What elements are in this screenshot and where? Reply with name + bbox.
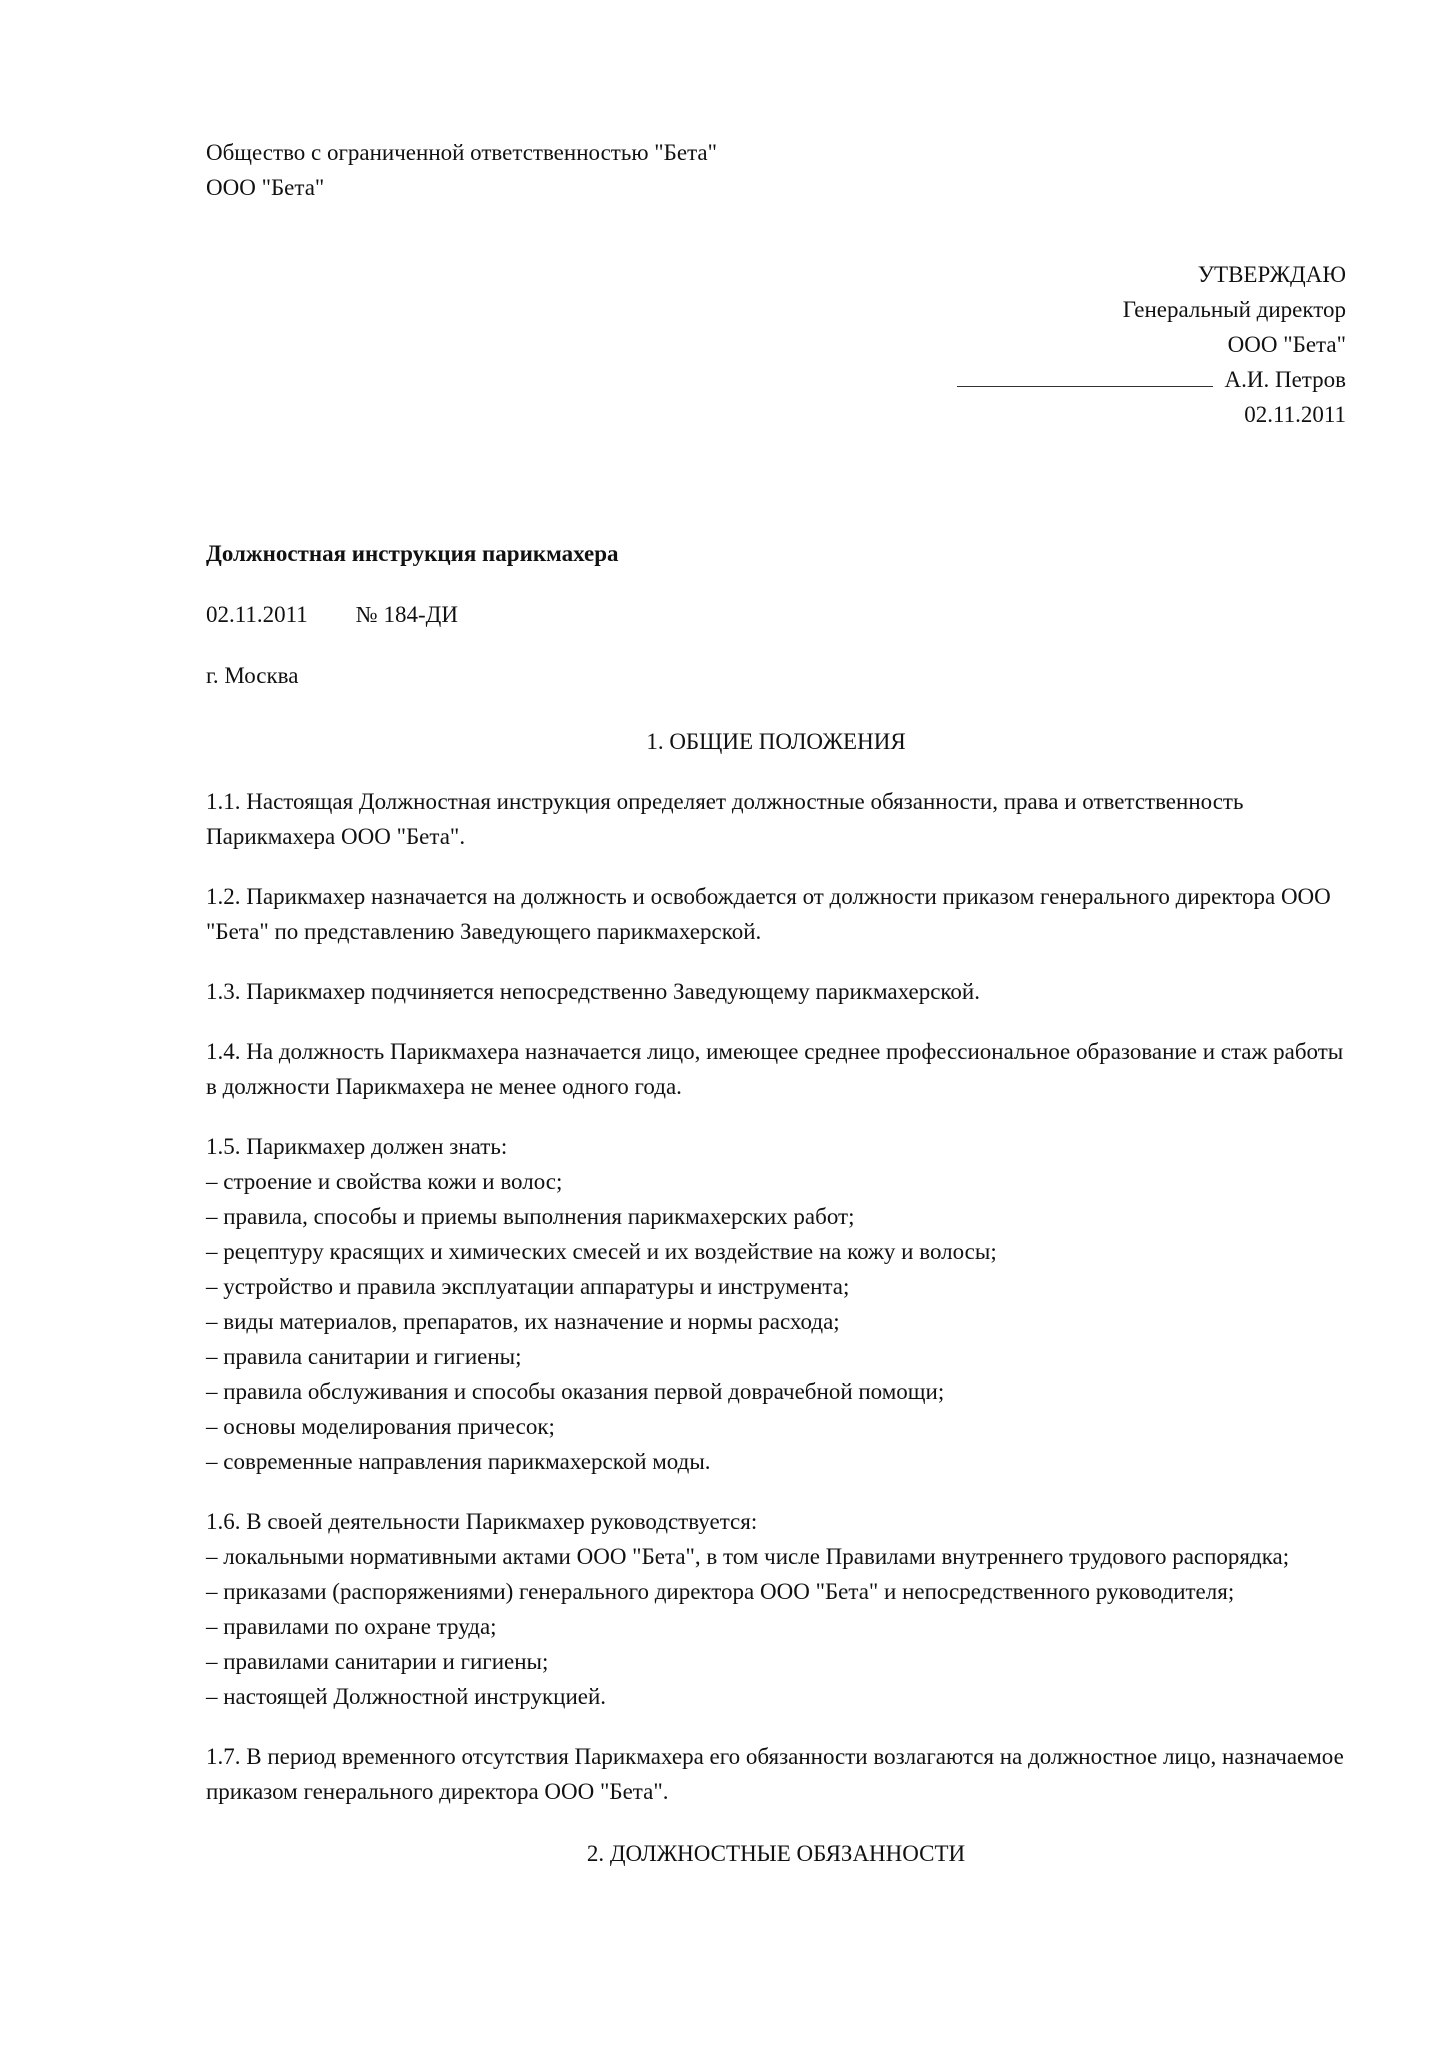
section-heading-duties: 2. ДОЛЖНОСТНЫЕ ОБЯЗАННОСТИ [586, 1841, 966, 1866]
list-item: – настоящей Должностной инструкцией. [206, 1684, 607, 1709]
paragraph-1-3: 1.3. Парикмахер подчиняется непосредственно Заведующему парикмахерской. [206, 979, 980, 1004]
organization-header [206, 135, 1346, 205]
paragraph-1-7: 1.7. В период временного отсутствия Парикмахера его обязанности возлагаются на должностное лицо, назначаемое приказом генерального директора ООО "Бета". [206, 1744, 1344, 1804]
list-item: – правила обслуживания и способы оказания первой доврачебной помощи; [206, 1379, 945, 1404]
document-number: № 184-ДИ [355, 602, 458, 627]
paragraph-1-1: 1.1. Настоящая Должностная инструкция определяет должностные обязанности, права и ответственность Парикмахера ООО "Бета". [206, 789, 1244, 849]
list-item: – виды материалов, препаратов, их назначение и нормы расхода; [206, 1309, 840, 1334]
list-item: – правила санитарии и гигиены; [206, 1344, 522, 1369]
org-short-name: ООО "Бета" [206, 175, 325, 200]
list-item: – строение и свойства кожи и волос; [206, 1169, 563, 1194]
paragraph-1-5 [206, 1129, 1346, 1479]
paragraph-1-5-intro: 1.5. Парикмахер должен знать: [206, 1134, 508, 1159]
approver-position: Генеральный директор [1122, 297, 1346, 322]
org-full-name: Общество с ограниченной ответственностью "Бета" [206, 140, 717, 165]
signature-row [206, 362, 1346, 397]
paragraph-1-6 [206, 1504, 1346, 1714]
list-item: – правилами санитарии и гигиены; [206, 1649, 549, 1674]
document-title: Должностная инструкция парикмахера [206, 541, 619, 566]
document-date: 02.11.2011 [206, 602, 308, 627]
list-item: – правила, способы и приемы выполнения парикмахерских работ; [206, 1204, 855, 1229]
list-item: – рецептуру красящих и химических смесей и их воздействие на кожу и волосы; [206, 1239, 997, 1264]
list-item: – основы моделирования причесок; [206, 1414, 555, 1439]
approve-label: УТВЕРЖДАЮ [1197, 262, 1346, 287]
list-item: – локальными нормативными актами ООО "Бета", в том числе Правилами внутреннего трудового распорядка; [206, 1544, 1290, 1569]
list-item: – приказами (распоряжениями) генерального директора ООО "Бета" и непосредственного руководителя; [206, 1579, 1235, 1604]
approval-block [206, 257, 1346, 432]
approval-date: 02.11.2011 [1244, 402, 1346, 427]
list-item: – устройство и правила эксплуатации аппаратуры и инструмента; [206, 1274, 850, 1299]
signatory-name: А.И. Петров [1224, 367, 1346, 392]
list-item: – современные направления парикмахерской моды. [206, 1449, 711, 1474]
paragraph-1-2: 1.2. Парикмахер назначается на должность и освобождается от должности приказом генерального директора ООО "Бета" по представлению Заведующего парикмахерской. [206, 884, 1331, 944]
paragraph-1-4: 1.4. На должность Парикмахера назначается лицо, имеющее среднее профессиональное образование и стаж работы в должности Парикмахера не менее одного года. [206, 1039, 1344, 1099]
list-item: – правилами по охране труда; [206, 1614, 497, 1639]
section-heading-general: 1. ОБЩИЕ ПОЛОЖЕНИЯ [646, 729, 906, 754]
document-meta [206, 597, 1346, 632]
approver-company: ООО "Бета" [1227, 332, 1346, 357]
document-city: г. Москва [206, 663, 299, 688]
paragraph-1-6-intro: 1.6. В своей деятельности Парикмахер руководствуется: [206, 1509, 758, 1534]
document-page [206, 135, 1346, 1871]
signature-line [957, 366, 1213, 387]
